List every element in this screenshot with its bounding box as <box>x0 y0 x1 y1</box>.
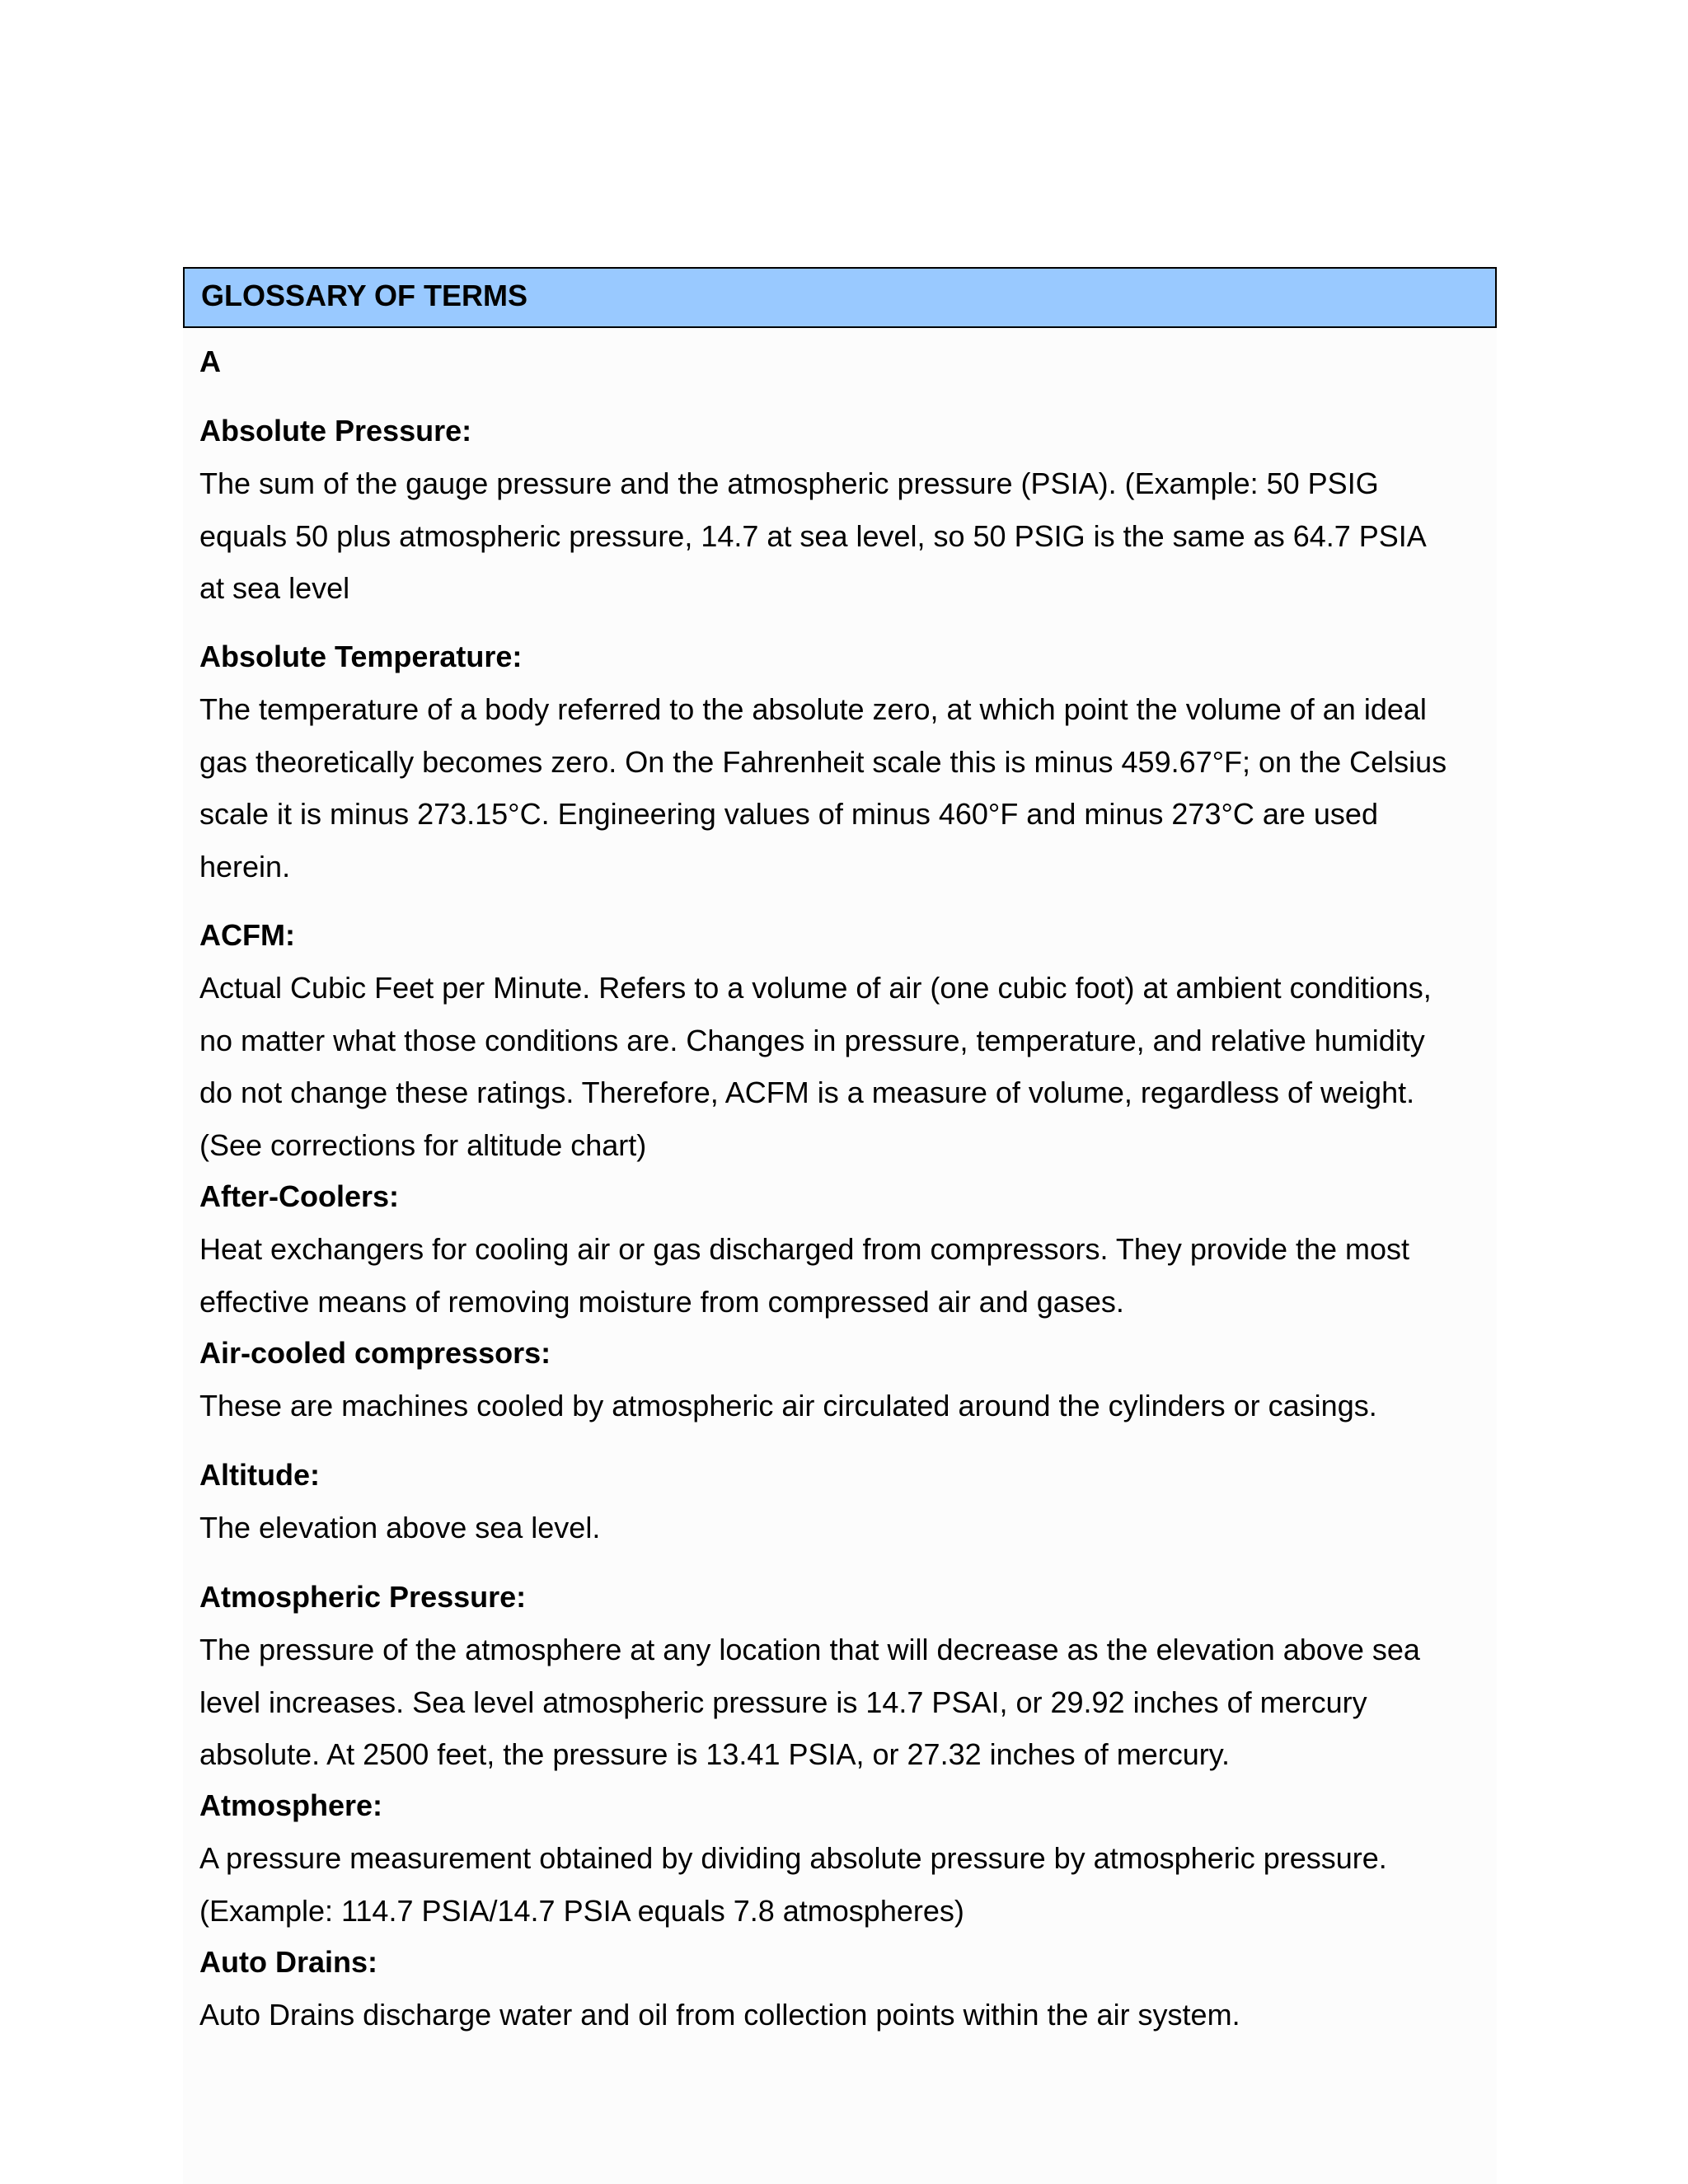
glossary-header <box>183 267 1497 328</box>
definition-after-coolers <box>199 1223 1485 1328</box>
definition-line: A pressure measurement obtained by dividing absolute pressure by atmospheric pressure. <box>199 1841 1387 1875</box>
definition-line: absolute. At 2500 feet, the pressure is 13.41 PSIA, or 27.32 inches of mercury. <box>199 1737 1231 1771</box>
definition-line: no matter what those conditions are. Changes in pressure, temperature, and relative humidity <box>199 1023 1425 1057</box>
definition-line: The temperature of a body referred to the absolute zero, at which point the volume of an ideal <box>199 692 1427 726</box>
definition-atmospheric-pressure <box>199 1624 1485 1781</box>
glossary-title: GLOSSARY OF TERMS <box>201 279 528 312</box>
term-atmosphere: Atmosphere: <box>199 1788 383 1822</box>
definition-line: scale it is minus 273.15°C. Engineering values of minus 460°F and minus 273°C are used <box>199 797 1378 831</box>
definition-line: (Example: 114.7 PSIA/14.7 PSIA equals 7.8 atmospheres) <box>199 1893 964 1928</box>
definition-line: (See corrections for altitude chart) <box>199 1127 647 1162</box>
definition-line: The sum of the gauge pressure and the atmospheric pressure (PSIA). (Example: 50 PSIG <box>199 466 1379 500</box>
definition-auto-drains <box>199 1989 1485 2041</box>
definition-air-cooled-compressors <box>199 1380 1485 1432</box>
definition-altitude <box>199 1502 1485 1554</box>
term-acfm: ACFM: <box>199 918 295 952</box>
definition-acfm <box>199 962 1485 1171</box>
definition-line: effective means of removing moisture from compressed air and gases. <box>199 1284 1124 1319</box>
definition-line: herein. <box>199 849 291 883</box>
definition-line: The pressure of the atmosphere at any location that will decrease as the elevation above sea <box>199 1633 1420 1666</box>
term-absolute-pressure: Absolute Pressure: <box>199 414 472 448</box>
definition-line: The elevation above sea level. <box>199 1511 601 1544</box>
definition-atmosphere <box>199 1832 1485 1937</box>
term-after-coolers: After-Coolers: <box>199 1179 400 1213</box>
definition-line: level increases. Sea level atmospheric pressure is 14.7 PSAI, or 29.92 inches of mercury <box>199 1685 1367 1719</box>
definition-line: These are machines cooled by atmospheric air circulated around the cylinders or casings. <box>199 1389 1377 1422</box>
definition-line: at sea level <box>199 571 350 605</box>
term-auto-drains: Auto Drains: <box>199 1945 377 1979</box>
definition-line: Actual Cubic Feet per Minute. Refers to a volume of air (one cubic foot) at ambient conditions, <box>199 971 1432 1005</box>
term-air-cooled-compressors: Air-cooled compressors: <box>199 1336 551 1370</box>
definition-line: Heat exchangers for cooling air or gas discharged from compressors. They provide the most <box>199 1232 1410 1266</box>
definition-line: gas theoretically becomes zero. On the Fahrenheit scale this is minus 459.67°F; on the Celsius <box>199 744 1447 779</box>
definition-line: do not change these ratings. Therefore, ACFM is a measure of volume, regardless of weight. <box>199 1076 1415 1109</box>
section-letter: A <box>199 344 221 378</box>
definition-absolute-pressure <box>199 457 1485 615</box>
definition-absolute-temperature <box>199 683 1485 893</box>
term-absolute-temperature: Absolute Temperature: <box>199 640 523 673</box>
term-atmospheric-pressure: Atmospheric Pressure: <box>199 1580 527 1614</box>
definition-line: Auto Drains discharge water and oil from collection points within the air system. <box>199 1998 1240 2032</box>
term-altitude: Altitude: <box>199 1458 320 1492</box>
definition-line: equals 50 plus atmospheric pressure, 14.7 at sea level, so 50 PSIG is the same as 64.7 PSIA <box>199 518 1427 553</box>
